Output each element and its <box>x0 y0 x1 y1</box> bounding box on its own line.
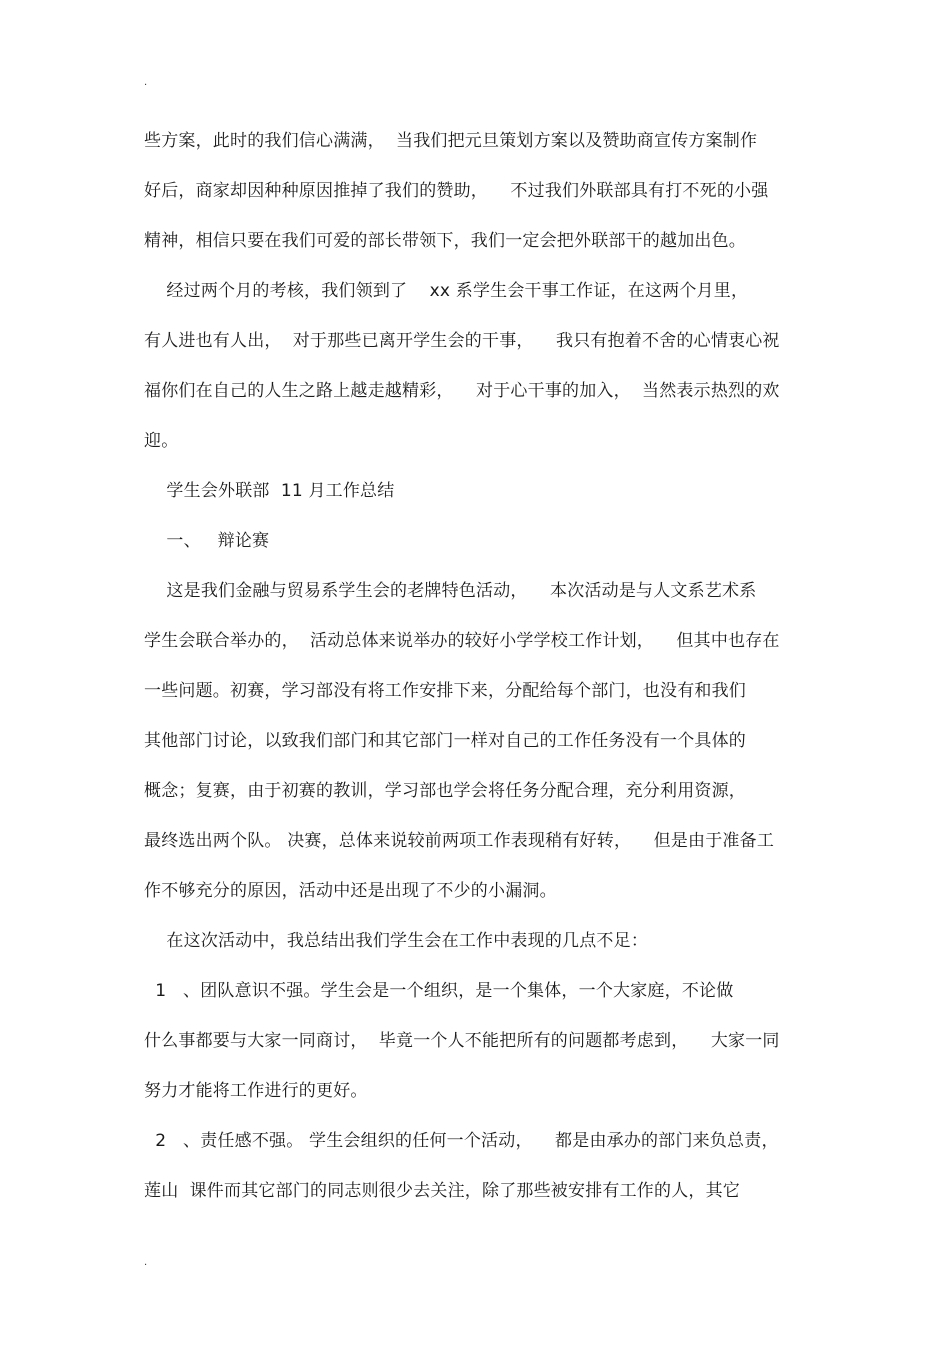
text-line: 在这次活动中，我总结出我们学生会在工作中表现的几点不足： <box>144 931 649 951</box>
header-dot-marker: . <box>144 77 148 88</box>
text-line: 其他部门讨论，以致我们部门和其它部门一样对自己的工作任务没有一个具体的 <box>144 731 746 751</box>
section-heading: 学生会外联部 11 月工作总结 <box>144 481 395 501</box>
text-line: 作不够充分的原因，活动中还是出现了不少的小漏洞。 <box>144 881 557 901</box>
text-line: 莲山 课件而其它部门的同志则很少去关注，除了那些被安排有工作的人，其它 <box>144 1181 741 1201</box>
text-line: 精神，相信只要在我们可爱的部长带领下，我们一定会把外联部干的越加出色。 <box>144 231 746 251</box>
text-line: 努力才能将工作进行的更好。 <box>144 1081 368 1101</box>
text-line: 概念；复赛，由于初赛的教训，学习部也学会将任务分配合理，充分利用资源， <box>144 781 746 801</box>
list-item-1: 1 、团队意识不强。学生会是一个组织，是一个集体，一个大家庭，不论做 <box>144 981 734 1001</box>
text-line: 这是我们金融与贸易系学生会的老牌特色活动， 本次活动是与人文系艺术系 <box>144 581 757 601</box>
list-item-2: 2 、责任感不强。 学生会组织的任何一个活动， 都是由承办的部门来负总责， <box>144 1131 779 1151</box>
text-line: 有人进也有人出， 对于那些已离开学生会的干事， 我只有抱着不舍的心情衷心祝 <box>144 331 780 351</box>
text-line: 经过两个月的考核，我们领到了 xx 系学生会干事工作证，在这两个月里， <box>144 281 749 301</box>
text-line: 最终选出两个队。 决赛，总体来说较前两项工作表现稍有好转， 但是由于准备工 <box>144 831 775 851</box>
footer-dot-marker: . <box>144 1257 148 1268</box>
text-line: 一些问题。初赛，学习部没有将工作安排下来，分配给每个部门，也没有和我们 <box>144 681 746 701</box>
text-line: 迎。 <box>144 431 179 451</box>
text-line: 福你们在自己的人生之路上越走越精彩， 对于心干事的加入， 当然表示热烈的欢 <box>144 381 780 401</box>
subsection-heading: 一、 辩论赛 <box>144 531 270 551</box>
text-line: 学生会联合举办的， 活动总体来说举办的较好小学学校工作计划， 但其中也存在 <box>144 631 780 651</box>
text-line: 好后，商家却因种种原因推掉了我们的赞助， 不过我们外联部具有打不死的小强 <box>144 181 769 201</box>
text-line: 什么事都要与大家一同商讨， 毕竟一个人不能把所有的问题都考虑到， 大家一同 <box>144 1031 780 1051</box>
text-line: 些方案，此时的我们信心满满， 当我们把元旦策划方案以及赞助商宣传方案制作 <box>144 131 758 151</box>
